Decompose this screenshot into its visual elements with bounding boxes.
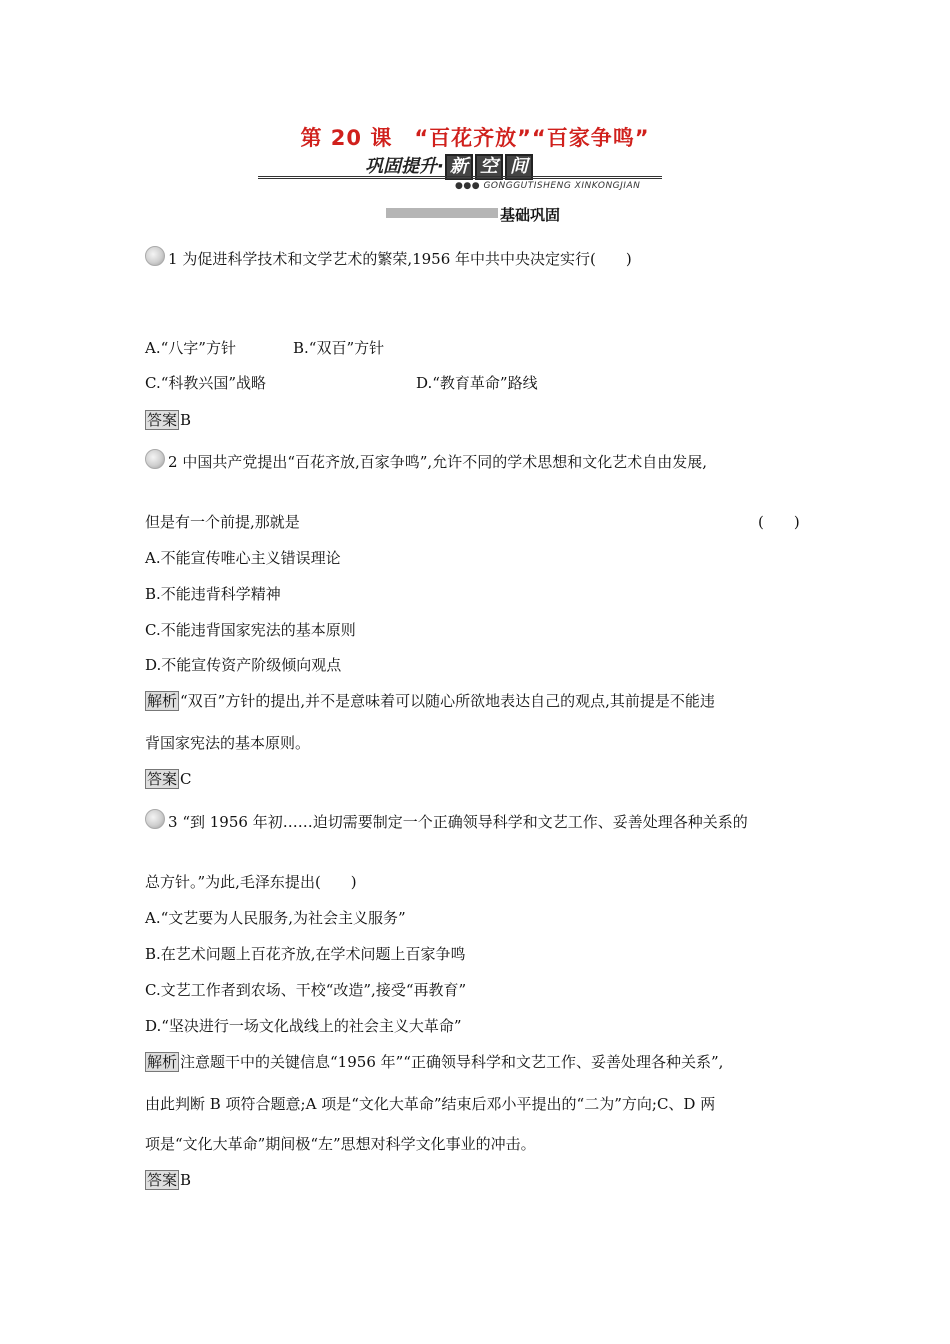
answer-line <box>145 769 192 789</box>
analysis-tag: 解析 <box>147 692 178 710</box>
option-c: C.不能违背国家宪法的基本原则 <box>145 621 356 639</box>
analysis-text: 项是“文化大革命”期间极“左”思想对科学文化事业的冲击。 <box>145 1135 536 1153</box>
banner-plain-text: 巩固提升· <box>365 156 444 177</box>
banner-dots: ●●● <box>455 181 481 191</box>
analysis-tag: 解析 <box>147 1053 178 1071</box>
answer-value: C <box>180 770 192 788</box>
answer-tag: 答案 <box>147 1171 178 1189</box>
answer-line <box>145 410 191 430</box>
analysis-line <box>145 1052 723 1072</box>
question-number: 3 <box>168 813 178 831</box>
analysis-text: 由此判断 B 项符合题意;A 项是“文化大革命”结束后邓小平提出的“二为”方向;C、D 两 <box>145 1095 716 1113</box>
option-a: A.“文艺要为人民服务,为社会主义服务” <box>145 909 406 927</box>
question-3-stem <box>168 812 748 832</box>
question-stem-line: “到 1956 年初……迫切需要制定一个正确领导科学和文艺工作、妥善处理各种关系的 <box>182 813 748 831</box>
answer-tag: 答案 <box>147 770 178 788</box>
question-stem-line: 总方针。”为此,毛泽东提出( ) <box>145 873 357 891</box>
question-1-stem <box>168 249 632 269</box>
answer-value: B <box>180 411 192 429</box>
option-b: B.不能违背科学精神 <box>145 585 281 603</box>
answer-line <box>145 1170 191 1190</box>
question-stem-line: 为促进科学技术和文学艺术的繁荣,1956 年中共中央决定实行( ) <box>182 250 632 268</box>
question-bullet-icon <box>145 809 165 829</box>
banner-divider <box>258 176 662 179</box>
question-bullet-icon <box>145 246 165 266</box>
answer-value: B <box>180 1171 192 1189</box>
question-2-stem <box>168 452 707 472</box>
option-b: B.“双百”方针 <box>293 339 385 357</box>
option-a: A.“八字”方针 <box>145 339 236 357</box>
analysis-text: “双百”方针的提出,并不是意味着可以随心所欲地表达自己的观点,其前提是不能违 <box>180 692 715 710</box>
question-bullet-icon <box>145 449 165 469</box>
option-b: B.在艺术问题上百花齐放,在学术问题上百家争鸣 <box>145 945 466 963</box>
option-d: D.“教育革命”路线 <box>416 374 538 392</box>
option-c: C.文艺工作者到农场、干校“改造”,接受“再教育” <box>145 981 467 999</box>
analysis-text: 注意题干中的关键信息“1956 年”“正确领导科学和文艺工作、妥善处理各种关系”, <box>180 1053 724 1071</box>
banner-english-text: GONGGUTISHENG XINKONGJIAN <box>483 181 641 191</box>
banner-box-1: 新 <box>445 154 473 180</box>
banner-box-2: 空 <box>475 154 503 180</box>
option-d: D.不能宣传资产阶级倾向观点 <box>145 656 342 674</box>
analysis-line <box>145 691 715 711</box>
option-a: A.不能宣传唯心主义错误理论 <box>145 549 341 567</box>
question-stem-line: 但是有一个前提,那就是 <box>145 513 300 531</box>
option-c: C.“科教兴国”战略 <box>145 374 267 392</box>
question-number: 2 <box>168 453 178 471</box>
answer-tag: 答案 <box>147 411 178 429</box>
section-heading: 基础巩固 <box>500 206 561 224</box>
answer-paren: ( ) <box>758 513 800 531</box>
lesson-title: 第 20 课 “百花齐放”“百家争鸣” <box>300 126 650 150</box>
question-number: 1 <box>168 250 178 268</box>
section-bar-decoration <box>386 208 498 218</box>
banner-box-3: 间 <box>505 154 533 180</box>
question-stem-line: 中国共产党提出“百花齐放,百家争鸣”,允许不同的学术思想和文化艺术自由发展, <box>182 453 707 471</box>
option-d: D.“坚决进行一场文化战线上的社会主义大革命” <box>145 1017 462 1035</box>
banner-english <box>455 181 640 191</box>
analysis-text: 背国家宪法的基本原则。 <box>145 734 311 752</box>
